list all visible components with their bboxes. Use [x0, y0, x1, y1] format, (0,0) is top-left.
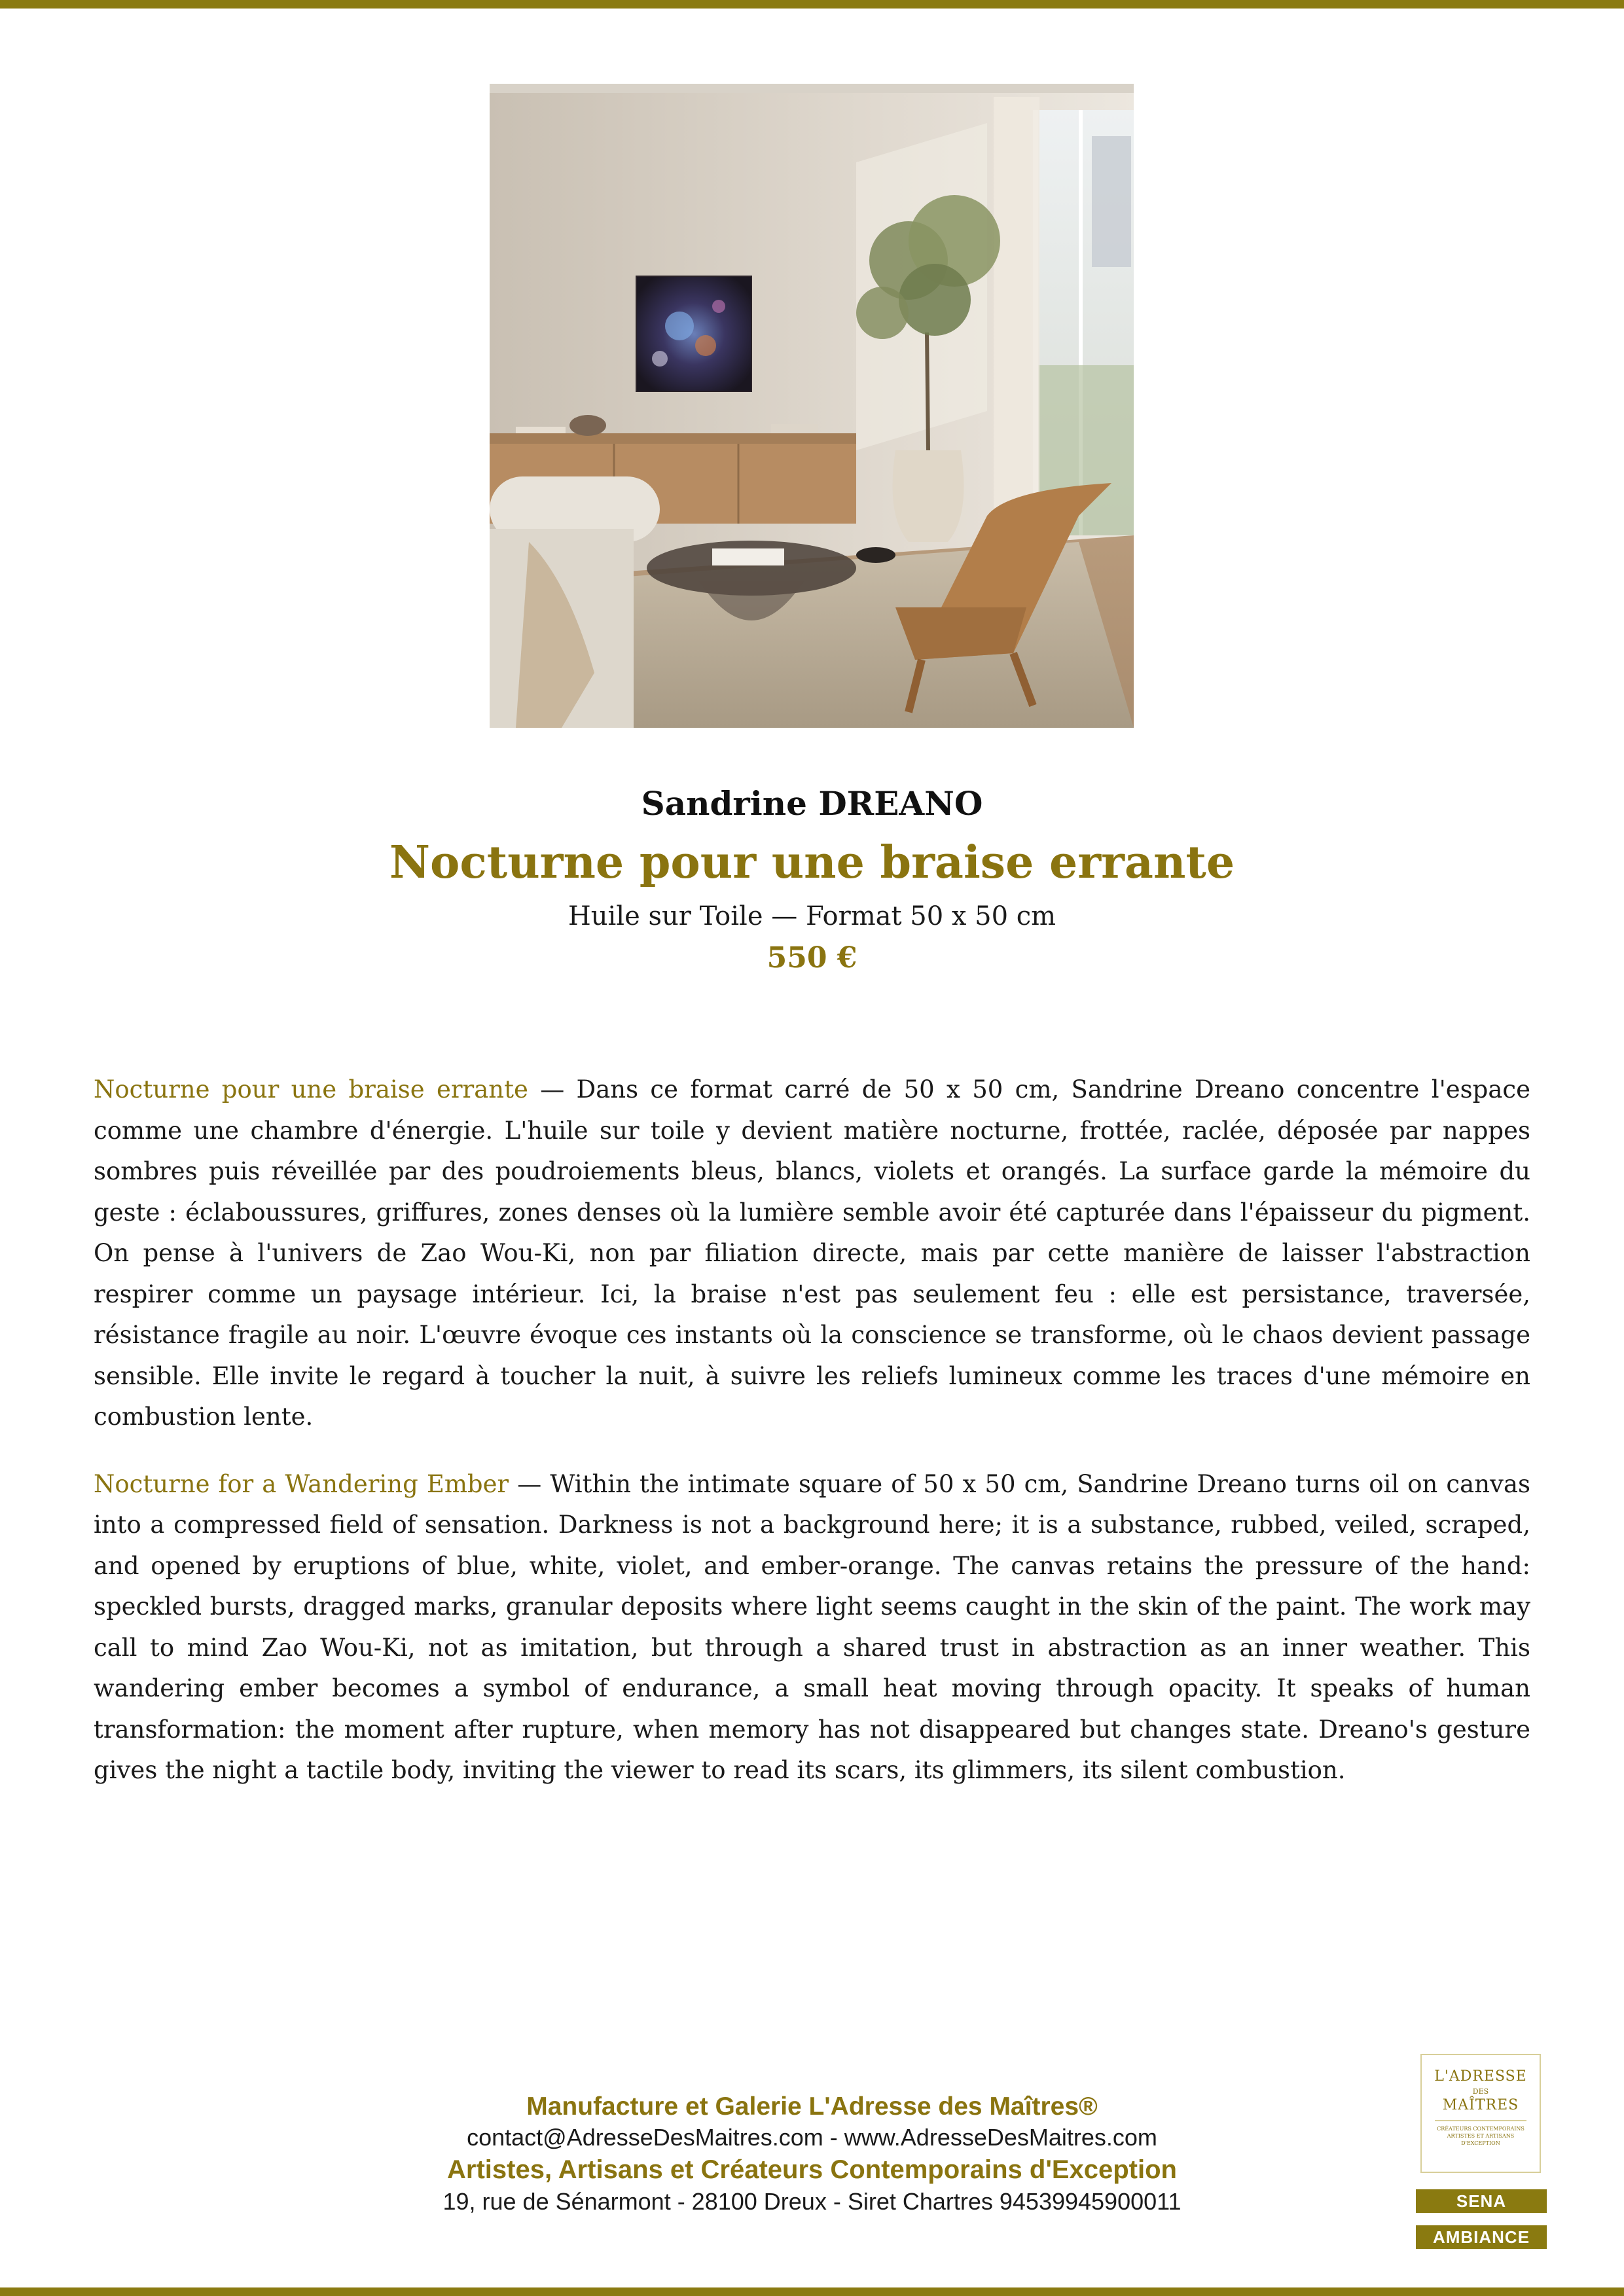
footer-tagline: Artistes, Artisans et Créateurs Contemporains d'Exception — [447, 2155, 1177, 2184]
artist-name: Sandrine DREANO — [641, 784, 983, 823]
description-french-lead: Nocturne pour une braise errante — [94, 1075, 528, 1103]
artwork-medium: Huile sur Toile — Format 50 x 50 cm — [568, 901, 1056, 931]
artwork-title: Nocturne pour une braise errante — [389, 836, 1235, 889]
description-english — [94, 1464, 1530, 1791]
logo-line4: CRÉATEURS CONTEMPORAINS ARTISTES ET ARTISANS D'EXCEPTION — [1437, 2126, 1525, 2146]
description-english-lead: Nocturne for a Wandering Ember — [94, 1469, 509, 1498]
description — [94, 1069, 1530, 1818]
description-french-text: — Dans ce format carré de 50 x 50 cm, Sandrine Dreano concentre l'espace comme une chambre d'énergie. L'huile sur toile y devient matière nocturne, frottée, raclée, déposée par nappes sombres puis réveillée par des poudroiements bleus, blancs, violets et orangés. La surface garde la mémoire du geste : éclaboussures, griffures, zones denses où la lumière semble avoir été capturée dans l'épaisseur du pigment. On pense à l'univers de Zao Wou-Ki, non par filiation directe, mais par cette manière de laisser l'abstraction respirer comme un paysage intérieur. Ici, la braise n'est pas seulement feu : elle est persistance, traversée, résistance fragile au noir. L'œuvre évoque ces instants où la conscience se transforme, où le chaos devient passage sensible. Elle invite le regard à toucher la nuit, à suivre les reliefs lumineux comme les traces d'une mémoire en combustion lente. — [94, 1075, 1531, 1431]
bottom-rule — [0, 2287, 1624, 2296]
logo-divider — [1435, 2120, 1526, 2121]
sena-badge: SENA — [1416, 2189, 1547, 2213]
description-french — [94, 1069, 1530, 1438]
logo-line2: DES — [1472, 2087, 1489, 2096]
artwork-room-image — [490, 84, 1134, 728]
artwork-header — [0, 778, 1624, 979]
footer — [0, 2091, 1624, 2217]
top-rule — [0, 0, 1624, 9]
description-english-text: — Within the intimate square of 50 x 50 cm, Sandrine Dreano turns oil on canvas into a compressed field of sensation. Darkness is not a background here; it is a substance, rubbed, veiled, scraped, and opened by eruptions of blue, white, violet, and ember-orange. The canvas retains the pressure of the hand: speckled bursts, dragged marks, granular deposits where light seems caught in the skin of the paint. The work may call to mind Zao Wou-Ki, not as imitation, but through a shared trust in abstraction as an inner weather. This wandering ember becomes a symbol of endurance, a small heat moving through opacity. It speaks of human transformation: the moment after rupture, when memory has not disappeared but changes state. Dreano's gesture gives the night a tactile body, inviting the viewer to read its scars, its glimmers, its silent combustion. — [94, 1469, 1530, 1784]
logo-line3: MAÎTRES — [1442, 2097, 1519, 2113]
ambiance-badge: AMBIANCE — [1416, 2225, 1547, 2249]
footer-address: 19, rue de Sénarmont - 28100 Dreux - Siret Chartres 94539945900011 — [442, 2188, 1182, 2215]
gallery-logo — [1420, 2054, 1541, 2173]
artwork-price: 550 € — [767, 941, 857, 975]
footer-gallery: Manufacture et Galerie L'Adresse des Maîtres® — [526, 2092, 1098, 2121]
logo-line1: L'ADRESSE — [1434, 2068, 1527, 2085]
footer-contact: contact@AdresseDesMaitres.com - www.AdresseDesMaitres.com — [467, 2124, 1157, 2151]
